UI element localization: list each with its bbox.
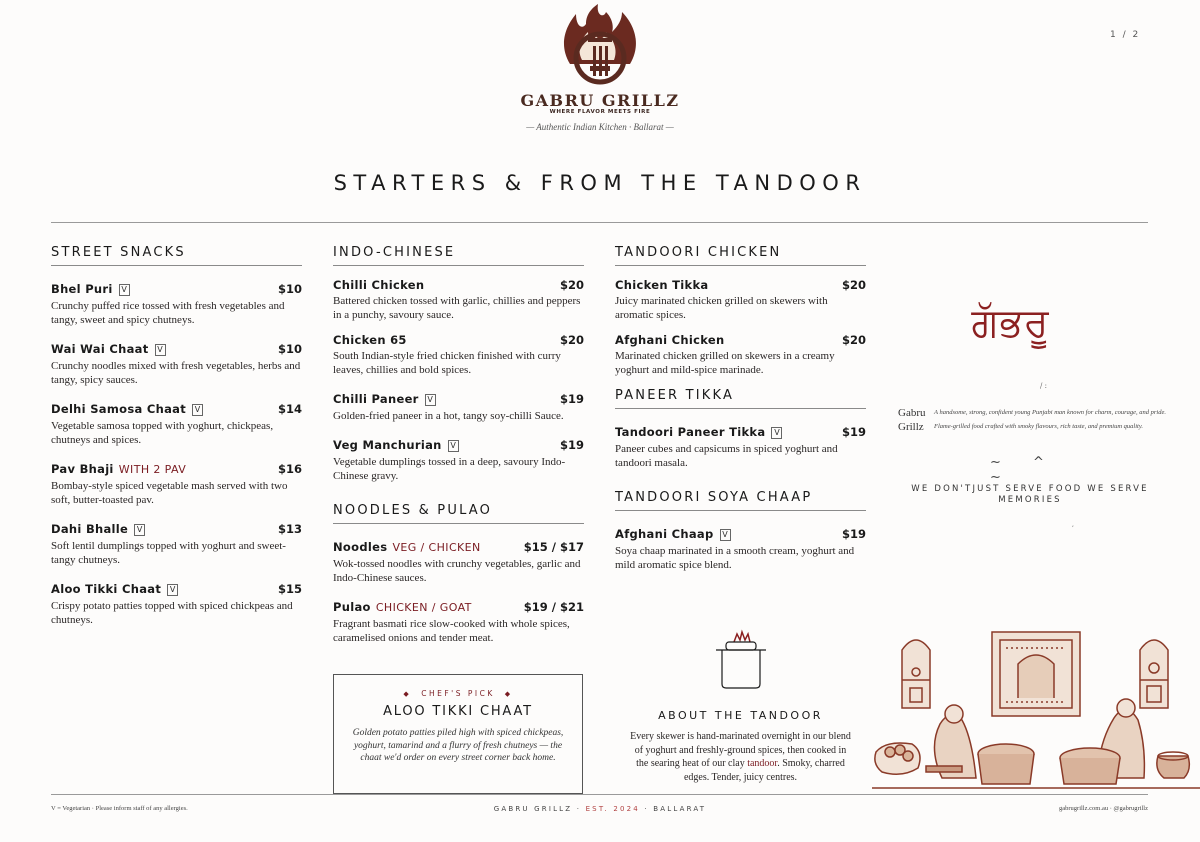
item-price: $19 bbox=[559, 438, 584, 452]
item-description: South Indian-style fried chicken finished with curry leaves, chillies and bold spices. bbox=[333, 350, 561, 376]
item-description: Juicy marinated chicken grilled on skewers with aromatic spices. bbox=[615, 295, 828, 321]
footer-brand-text: · BALLARAT bbox=[639, 805, 707, 813]
item-name: Bhel Puri bbox=[51, 282, 113, 296]
menu-section bbox=[615, 245, 866, 377]
brand-name: GABRU GRILLZ bbox=[520, 91, 680, 110]
menu-item bbox=[333, 434, 584, 483]
definition-text bbox=[934, 406, 1194, 434]
punjabi-wordmark: ਗੱਭਰੂ bbox=[971, 300, 1049, 346]
item-name: Afghani Chaap bbox=[615, 527, 714, 541]
item-name: Afghani Chicken bbox=[615, 333, 725, 347]
item-description: Crunchy puffed rice tossed with fresh vegetables and tangy, sweet and spicy chutneys. bbox=[51, 300, 285, 326]
veg-badge: V bbox=[448, 440, 459, 452]
item-name: Chicken 65 bbox=[333, 333, 407, 347]
item-description: Wok-tossed noodles with crunchy vegetables, garlic and Indo-Chinese sauces. bbox=[333, 558, 581, 584]
chefs-pick-label bbox=[334, 689, 582, 698]
menu-item bbox=[51, 278, 302, 327]
menu-item bbox=[51, 578, 302, 627]
footer-contact: gabrugrillz.com.au · @gabrugrillz bbox=[1058, 805, 1148, 812]
item-name: Tandoori Paneer Tikka bbox=[615, 425, 766, 439]
section-title: INDO-CHINESE bbox=[333, 245, 584, 266]
item-price: $20 bbox=[841, 278, 866, 292]
menu-item bbox=[333, 333, 584, 377]
menu-item bbox=[615, 333, 866, 377]
item-price: $20 bbox=[841, 333, 866, 347]
item-note: CHICKEN / GOAT bbox=[375, 601, 472, 614]
section-title: NOODLES & PULAO bbox=[333, 503, 584, 524]
menu-column-2 bbox=[333, 245, 584, 656]
ornament-mark: / : bbox=[1040, 382, 1047, 390]
title-divider bbox=[51, 222, 1148, 223]
menu-section bbox=[615, 388, 866, 470]
page-number: 1 / 2 bbox=[1110, 30, 1141, 40]
chefs-pick-label-text: CHEF'S PICK bbox=[421, 689, 495, 698]
menu-section bbox=[333, 503, 584, 645]
item-description: Golden-fried paneer in a hot, tangy soy-chilli Sauce. bbox=[333, 410, 564, 422]
about-tandoor-description bbox=[630, 730, 851, 784]
item-price: $20 bbox=[559, 333, 584, 347]
menu-item bbox=[333, 388, 584, 423]
item-note: WITH 2 PAV bbox=[118, 463, 187, 476]
chefs-pick-description: Golden potato patties piled high with spiced chickpeas, yoghurt, tamarind and a flurry of fresh chutneys — the chaat we'd order on every street corner back home. bbox=[352, 728, 564, 763]
item-description: Battered chicken tossed with garlic, chillies and peppers in a punchy, savoury sauce. bbox=[333, 295, 581, 321]
item-price: $19 / $21 bbox=[523, 600, 584, 614]
item-description: Fragrant basmati rice slow-cooked with whole spices, caramelised onions and tender meat. bbox=[333, 618, 570, 644]
about-tandoor-title: ABOUT THE TANDOOR bbox=[658, 709, 823, 722]
section-title: TANDOORI CHICKEN bbox=[615, 245, 866, 266]
footer-divider bbox=[51, 794, 1148, 795]
diamond-icon: ◆ bbox=[403, 690, 412, 698]
item-name: Dahi Bhalle bbox=[51, 522, 129, 536]
kitchen-illustration bbox=[872, 628, 1200, 794]
diamond-icon: ◆ bbox=[504, 690, 513, 698]
footer-brand-text: GABRU GRILLZ · bbox=[493, 805, 586, 813]
item-price: $20 bbox=[559, 278, 584, 292]
menu-item bbox=[333, 536, 584, 585]
chefs-pick-title: ALOO TIKKI CHAAT bbox=[383, 704, 533, 719]
menu-item bbox=[333, 596, 584, 645]
item-name: Aloo Tikki Chaat bbox=[51, 582, 162, 596]
veg-badge: V bbox=[425, 394, 436, 406]
about-text: . Smoky, charred edges. Tender, juicy centres. bbox=[683, 758, 845, 783]
definition-word: Gabru Grillz bbox=[898, 407, 926, 433]
footer-note: V = Vegetarian · Please inform staff of any allergies. bbox=[51, 805, 188, 812]
menu-section bbox=[615, 490, 866, 572]
brand-subtitle: — Authentic Indian Kitchen · Ballarat — bbox=[526, 122, 674, 132]
section-title: TANDOORI SOYA CHAAP bbox=[615, 490, 866, 511]
menu-item bbox=[51, 458, 302, 507]
menu-column-3 bbox=[615, 245, 866, 583]
item-description: Crunchy noodles mixed with fresh vegetables, herbs and tangy, spicy sauces. bbox=[51, 360, 301, 386]
flame-logo-icon bbox=[548, 4, 652, 86]
item-price: $10 bbox=[277, 342, 302, 356]
item-name: Veg Manchurian bbox=[333, 438, 442, 452]
item-name: Chilli Chicken bbox=[333, 278, 425, 292]
item-price: $19 bbox=[559, 392, 584, 406]
brand-tagline: WHERE FLAVOR MEETS FIRE bbox=[549, 109, 651, 115]
item-name: Wai Wai Chaat bbox=[51, 342, 149, 356]
page-title: STARTERS & FROM THE TANDOOR bbox=[333, 171, 867, 195]
item-price: $16 bbox=[277, 462, 302, 476]
item-price: $15 bbox=[277, 582, 302, 596]
item-price: $19 bbox=[841, 527, 866, 541]
chefs-pick-card bbox=[333, 674, 583, 794]
item-price: $15 / $17 bbox=[523, 540, 584, 554]
side-tagline: WE DON'TJUST SERVE FOOD WE SERVE MEMORIES bbox=[911, 484, 1149, 505]
item-description: Bombay-style spiced vegetable mash served with two soft, butter-toasted pav. bbox=[51, 480, 288, 506]
item-price: $19 bbox=[841, 425, 866, 439]
item-name: Delhi Samosa Chaat bbox=[51, 402, 186, 416]
ornament-row: ~ ^ ~ bbox=[990, 455, 1058, 485]
definition-line: Flame-grilled food crafted with smoky flavours, rich taste, and premium quality. bbox=[934, 423, 1143, 430]
about-text: Every skewer is hand-marinated overnight in our blend of yoghurt and freshly-ground spices, then cooked in the searing heat of our clay bbox=[630, 731, 851, 769]
veg-badge: V bbox=[119, 284, 130, 296]
item-description: Crispy potato patties topped with spiced chickpeas and chutneys. bbox=[51, 600, 293, 626]
menu-section bbox=[333, 245, 584, 483]
veg-badge: V bbox=[720, 529, 731, 541]
item-name: Chicken Tikka bbox=[615, 278, 709, 292]
footer-brand bbox=[400, 805, 800, 813]
item-name: Noodles bbox=[333, 540, 388, 554]
item-name: Chilli Paneer bbox=[333, 392, 419, 406]
item-description: Soft lentil dumplings topped with yoghurt and sweet-tangy chutneys. bbox=[51, 540, 286, 566]
veg-badge: V bbox=[192, 404, 203, 416]
footer-est: EST. 2024 bbox=[585, 805, 640, 813]
section-title: PANEER TIKKA bbox=[615, 388, 866, 409]
menu-section bbox=[51, 245, 302, 627]
item-description: Soya chaap marinated in a smooth cream, yoghurt and mild aromatic spice blend. bbox=[615, 545, 855, 571]
section-title: STREET SNACKS bbox=[51, 245, 302, 266]
ornament-mark: , bbox=[1072, 521, 1074, 528]
about-highlight: tandoor bbox=[747, 758, 778, 769]
item-description: Vegetable dumplings tossed in a deep, savoury Indo-Chinese gravy. bbox=[333, 456, 566, 482]
item-name: Pulao bbox=[333, 600, 371, 614]
menu-item bbox=[615, 421, 866, 470]
item-price: $14 bbox=[277, 402, 302, 416]
veg-badge: V bbox=[155, 344, 166, 356]
menu-item bbox=[615, 278, 866, 322]
menu-column-1 bbox=[51, 245, 302, 638]
menu-item bbox=[51, 518, 302, 567]
item-name: Pav Bhaji bbox=[51, 462, 114, 476]
veg-badge: V bbox=[167, 584, 178, 596]
menu-item bbox=[51, 338, 302, 387]
menu-item bbox=[615, 523, 866, 572]
item-description: Vegetable samosa topped with yoghurt, chickpeas, chutneys and spices. bbox=[51, 420, 274, 446]
tandoor-icon bbox=[716, 628, 766, 690]
item-price: $10 bbox=[277, 282, 302, 296]
item-description: Marinated chicken grilled on skewers in a creamy yoghurt and mild-spice marinade. bbox=[615, 350, 835, 376]
menu-item bbox=[333, 278, 584, 322]
item-price: $13 bbox=[277, 522, 302, 536]
veg-badge: V bbox=[134, 524, 145, 536]
menu-item bbox=[51, 398, 302, 447]
definition-line: A handsome, strong, confident young Punjabi man known for charm, courage, and pride. bbox=[934, 409, 1166, 416]
item-note: VEG / CHICKEN bbox=[392, 541, 481, 554]
veg-badge: V bbox=[771, 427, 782, 439]
item-description: Paneer cubes and capsicums in spiced yoghurt and tandoori masala. bbox=[615, 443, 838, 469]
